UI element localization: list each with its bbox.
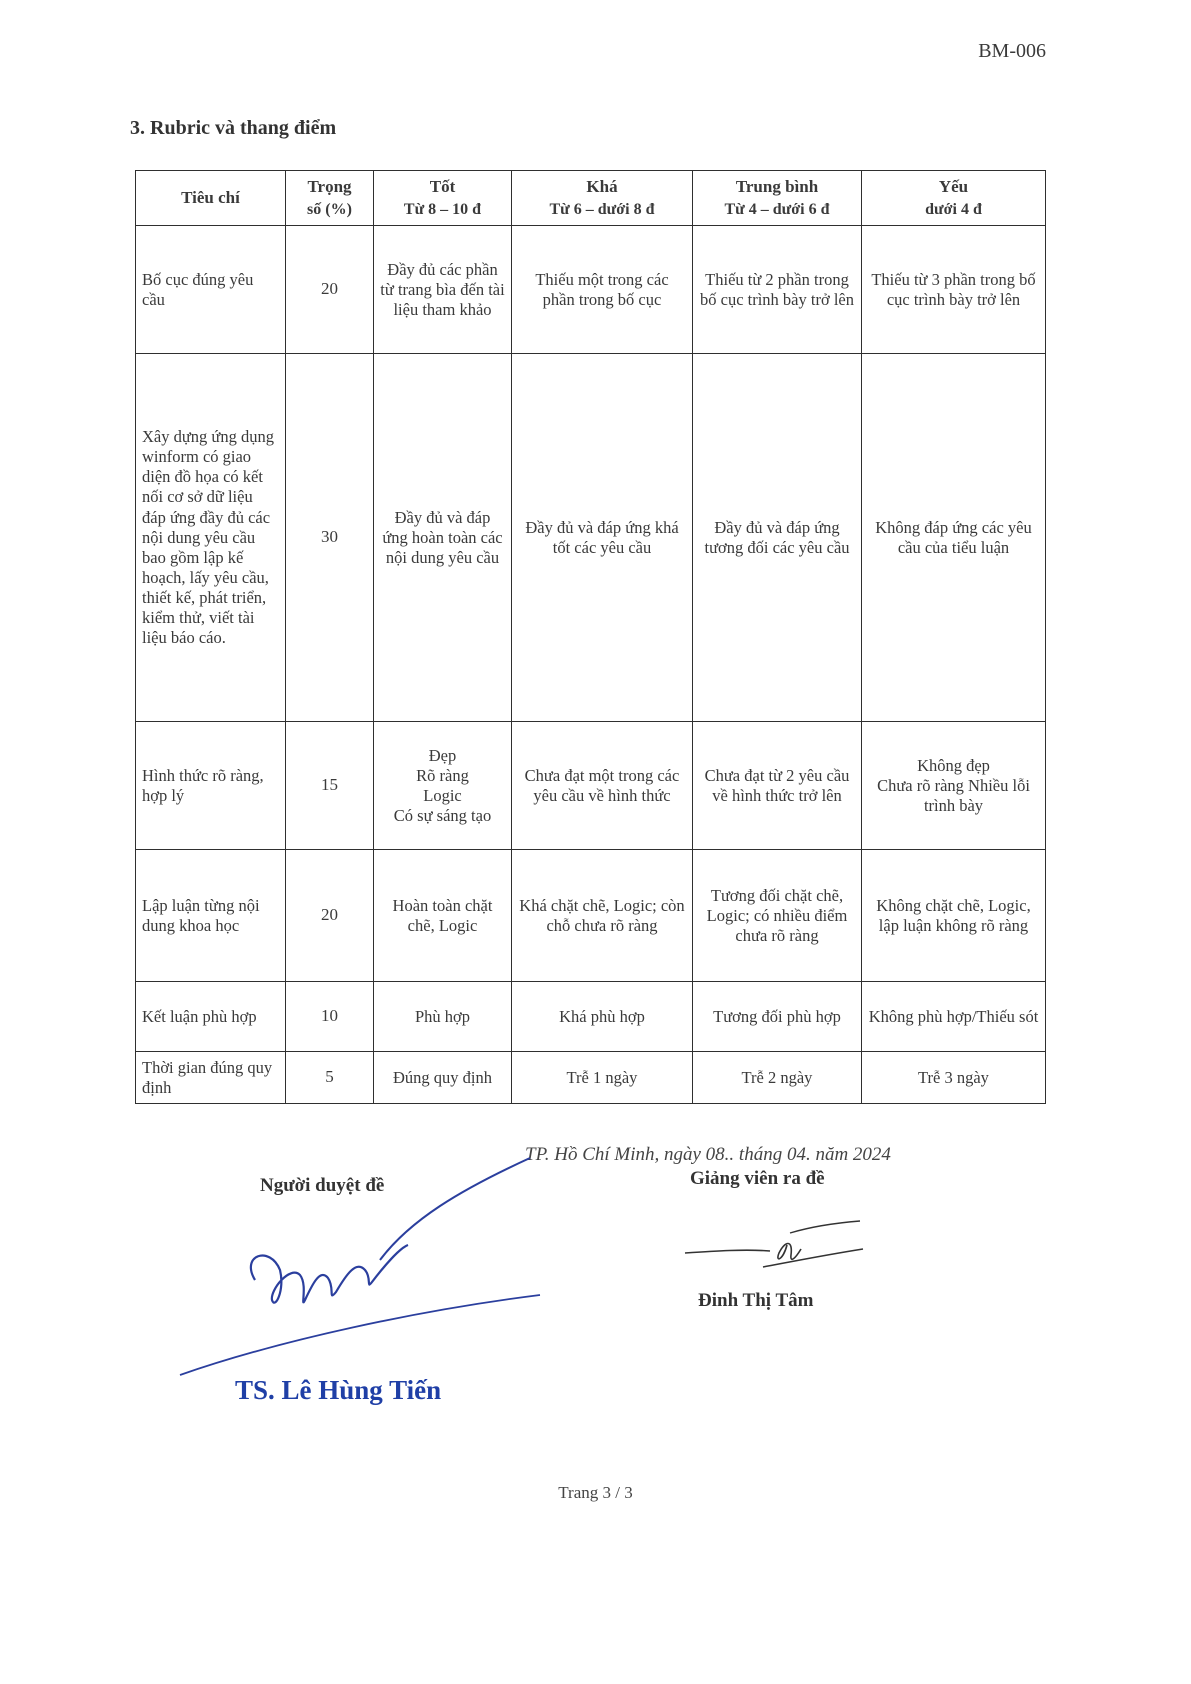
fair-cell: Chưa đạt một trong các yêu cầu về hình thức — [512, 722, 693, 850]
fair-cell: Khá phù hợp — [512, 982, 693, 1052]
table-row — [136, 1052, 1046, 1104]
rubric-table — [135, 170, 1046, 1104]
header-good: Tốt Từ 8 – 10 đ — [374, 171, 512, 226]
fair-cell: Thiếu một trong các phần trong bố cục — [512, 226, 693, 354]
weak-cell: Không chặt chẽ, Logic, lập luận không rõ ràng — [862, 850, 1046, 982]
table-row — [136, 982, 1046, 1052]
table-header-row — [136, 171, 1046, 226]
weak-cell: Trễ 3 ngày — [862, 1052, 1046, 1104]
page-number: Trang 3 / 3 — [558, 1483, 633, 1502]
good-cell: Hoàn toàn chặt chẽ, Logic — [374, 850, 512, 982]
weight-cell: 30 — [286, 354, 374, 722]
weight-cell: 20 — [286, 226, 374, 354]
average-cell: Trễ 2 ngày — [693, 1052, 862, 1104]
lecturer-title: Giảng viên ra đề — [690, 1168, 825, 1189]
average-cell: Thiếu từ 2 phần trong bố cục trình bày trở lên — [693, 226, 862, 354]
good-cell: Đẹp Rõ ràng Logic Có sự sáng tạo — [374, 722, 512, 850]
criteria-cell: Xây dựng ứng dụng winform có giao diện đồ họa có kết nối cơ sở dữ liệu đáp ứng đầy đủ các nội dung yêu cầu bao gồm lập kế hoạch, lấy yêu cầu, thiết kế, phát triển, kiểm thử, viết tài liệu báo cáo. — [136, 354, 286, 722]
header-weak: Yếu dưới 4 đ — [862, 171, 1046, 226]
fair-cell: Khá chặt chẽ, Logic; còn chỗ chưa rõ ràng — [512, 850, 693, 982]
weak-cell: Không phù hợp/Thiếu sót — [862, 982, 1046, 1052]
criteria-cell: Bố cục đúng yêu cầu — [136, 226, 286, 354]
average-cell: Chưa đạt từ 2 yêu cầu về hình thức trở lên — [693, 722, 862, 850]
approver-signature — [160, 1150, 580, 1380]
header-fair: Khá Từ 6 – dưới 8 đ — [512, 171, 693, 226]
good-cell: Phù hợp — [374, 982, 512, 1052]
header-criteria: Tiêu chí — [136, 171, 286, 226]
document-code: BM-006 — [978, 40, 1046, 62]
weak-cell: Không đẹp Chưa rõ ràng Nhiều lỗi trình bày — [862, 722, 1046, 850]
lecturer-signature — [675, 1215, 875, 1285]
approver-title: Người duyệt đề — [260, 1175, 385, 1196]
place-date: TP. Hồ Chí Minh, ngày 08.. tháng 04. năm 2024 — [525, 1144, 891, 1165]
table-row — [136, 850, 1046, 982]
weight-cell: 10 — [286, 982, 374, 1052]
weak-cell: Không đáp ứng các yêu cầu của tiểu luận — [862, 354, 1046, 722]
weight-cell: 15 — [286, 722, 374, 850]
criteria-cell: Hình thức rõ ràng, hợp lý — [136, 722, 286, 850]
lecturer-name: Đinh Thị Tâm — [698, 1290, 814, 1311]
good-cell: Đầy đủ các phần từ trang bìa đến tài liệu tham khảo — [374, 226, 512, 354]
criteria-cell: Thời gian đúng quy định — [136, 1052, 286, 1104]
header-average: Trung bình Từ 4 – dưới 6 đ — [693, 171, 862, 226]
average-cell: Tương đối chặt chẽ, Logic; có nhiều điểm chưa rõ ràng — [693, 850, 862, 982]
table-row — [136, 722, 1046, 850]
table-row — [136, 354, 1046, 722]
weight-cell: 20 — [286, 850, 374, 982]
weak-cell: Thiếu từ 3 phần trong bố cục trình bày trở lên — [862, 226, 1046, 354]
criteria-cell: Lập luận từng nội dung khoa học — [136, 850, 286, 982]
average-cell: Tương đối phù hợp — [693, 982, 862, 1052]
approver-name: TS. Lê Hùng Tiến — [235, 1375, 442, 1405]
fair-cell: Trễ 1 ngày — [512, 1052, 693, 1104]
average-cell: Đầy đủ và đáp ứng tương đối các yêu cầu — [693, 354, 862, 722]
weight-cell: 5 — [286, 1052, 374, 1104]
good-cell: Đầy đủ và đáp ứng hoàn toàn các nội dung yêu cầu — [374, 354, 512, 722]
header-weight: Trọng số (%) — [286, 171, 374, 226]
table-row — [136, 226, 1046, 354]
fair-cell: Đầy đủ và đáp ứng khá tốt các yêu cầu — [512, 354, 693, 722]
criteria-cell: Kết luận phù hợp — [136, 982, 286, 1052]
section-title: 3. Rubric và thang điểm — [130, 117, 337, 139]
good-cell: Đúng quy định — [374, 1052, 512, 1104]
